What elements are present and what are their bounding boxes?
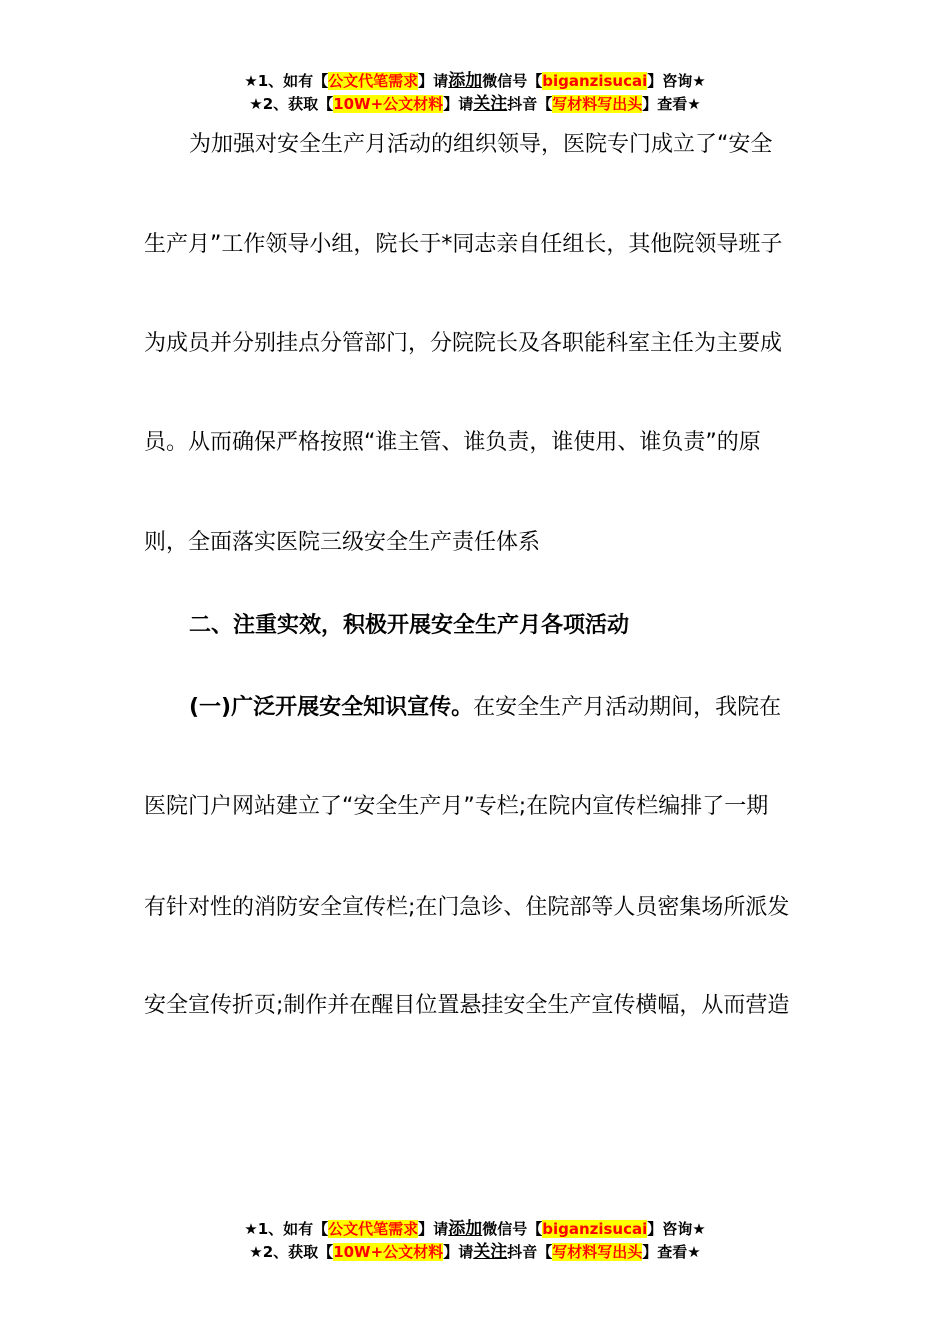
bottom-promo-banner (0, 1218, 950, 1264)
banner-highlight: 公文代笔需求 (328, 72, 419, 90)
banner-douyin-account: 写材料写出头 (552, 1243, 643, 1261)
banner-highlight: 10W+公文材料 (333, 95, 444, 113)
paragraph-line: 为加强对安全生产月活动的组织领导，医院专门成立了“安全 (189, 132, 773, 157)
paragraph-text: 在安全生产月活动期间，我院在 (473, 695, 782, 720)
banner-text: 微信号【 (482, 72, 543, 90)
paragraph-line: 有针对性的消防安全宣传栏;在门急诊、住院部等人员密集场所派发 (144, 895, 790, 920)
banner-emphasis: 关注 (473, 94, 508, 114)
banner-wechat-id: biganzisucai (542, 1220, 648, 1238)
banner-emphasis: 添加 (448, 1219, 483, 1239)
banner-emphasis: 关注 (473, 1242, 508, 1262)
banner-text: ★2、获取【 (249, 95, 334, 113)
banner-highlight: 10W+公文材料 (333, 1243, 444, 1261)
banner-text: 】查看★ (642, 95, 701, 113)
banner-text: 】咨询★ (647, 72, 706, 90)
banner-text: 抖音【 (507, 95, 553, 113)
section-heading: 二、注重实效，积极开展安全生产月各项活动 (189, 613, 630, 638)
banner-text: ★2、获取【 (249, 1243, 334, 1261)
banner-text: 抖音【 (507, 1243, 553, 1261)
banner-douyin-account: 写材料写出头 (552, 95, 643, 113)
paragraph-line: 为成员并分别挂点分管部门，分院院长及各职能科室主任为主要成 (144, 331, 783, 356)
banner-text: 】咨询★ (647, 1220, 706, 1238)
bottom-banner-line-1 (0, 1218, 950, 1241)
banner-text: 】请 (443, 95, 474, 113)
paragraph-line: 安全宣传折页;制作并在醒目位置悬挂安全生产宣传横幅，从而营造 (144, 993, 790, 1018)
banner-text: 微信号【 (482, 1220, 543, 1238)
banner-text: 】请 (418, 72, 449, 90)
paragraph-line (189, 693, 781, 723)
paragraph-line: 员。从而确保严格按照“谁主管、谁负责，谁使用、谁负责”的原 (144, 430, 761, 455)
banner-text: 】请 (443, 1243, 474, 1261)
banner-highlight: 公文代笔需求 (328, 1220, 419, 1238)
paragraph-line: 医院门户网站建立了“安全生产月”专栏;在院内宣传栏编排了一期 (144, 794, 769, 819)
banner-text: 】请 (418, 1220, 449, 1238)
banner-text: 】查看★ (642, 1243, 701, 1261)
paragraph-line: 则，全面落实医院三级安全生产责任体系 (144, 530, 541, 555)
paragraph-line: 生产月”工作领导小组，院长于*同志亲自任组长，其他院领导班子 (144, 232, 783, 257)
banner-emphasis: 添加 (448, 71, 483, 91)
top-promo-banner (0, 70, 950, 116)
banner-text: ★1、如有【 (244, 1220, 329, 1238)
subsection-lead: (一)广泛开展安全知识宣传。 (189, 695, 474, 720)
top-banner-line-2 (0, 93, 950, 116)
banner-wechat-id: biganzisucai (542, 72, 648, 90)
banner-text: ★1、如有【 (244, 72, 329, 90)
top-banner-line-1 (0, 70, 950, 93)
bottom-banner-line-2 (0, 1241, 950, 1264)
